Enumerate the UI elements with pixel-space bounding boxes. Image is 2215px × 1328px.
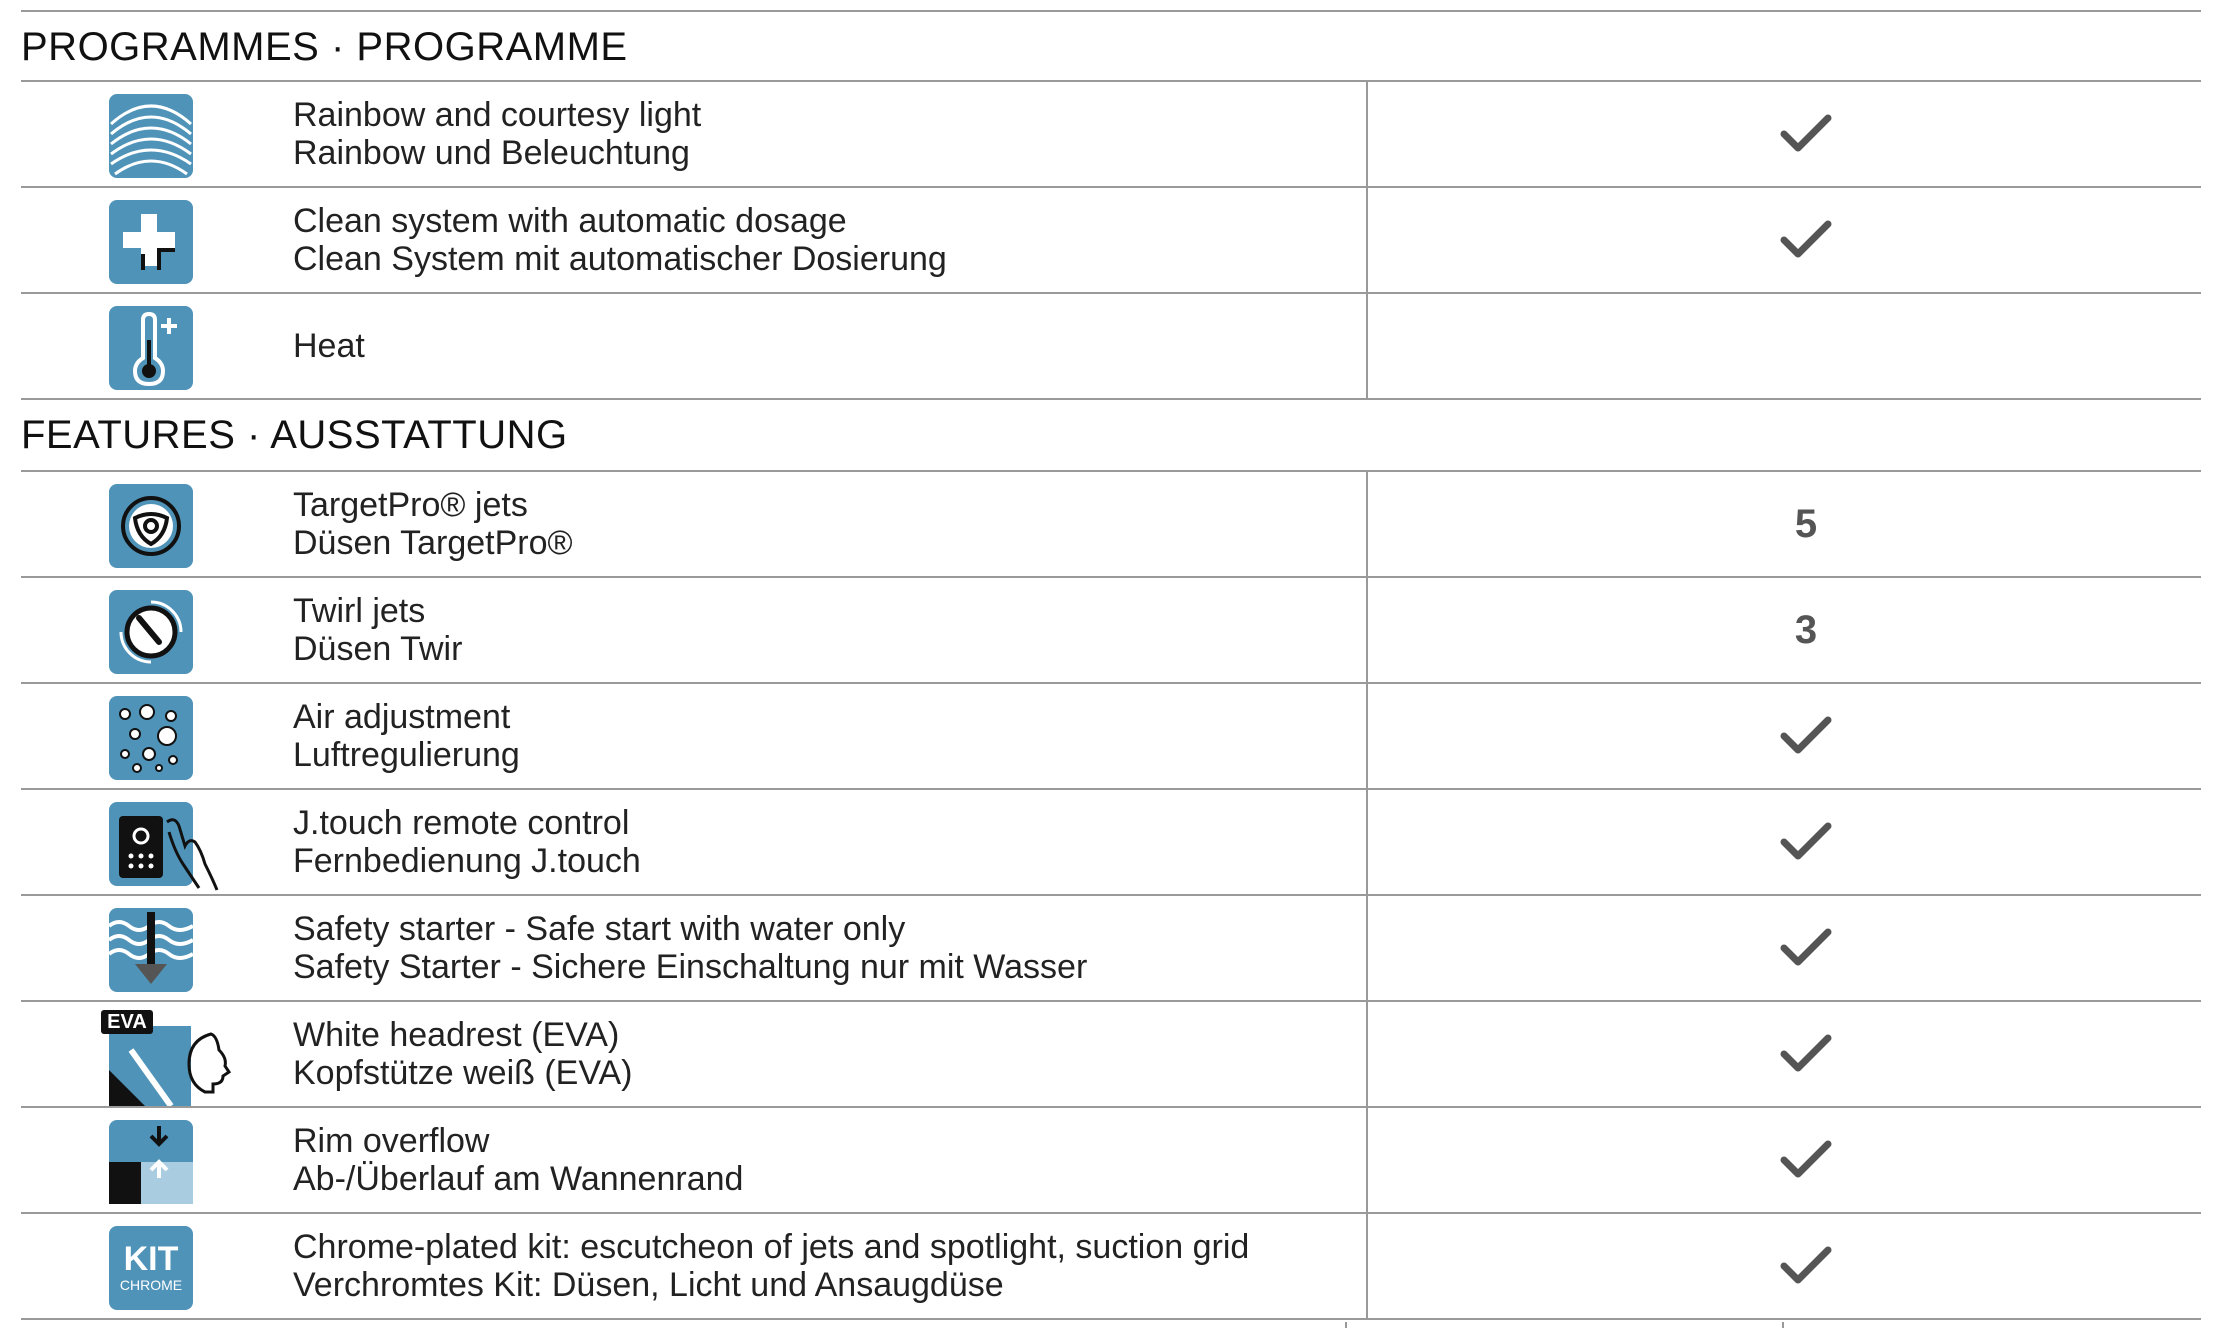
row-label-en: Rim overflow [293,1122,490,1160]
table-row [21,1000,2201,1106]
eva-badge: EVA [101,1010,153,1034]
column-divider [1366,188,1368,292]
column-divider [1366,294,1368,398]
row-label-de: Kopfstütze weiß (EVA) [293,1054,633,1092]
row-label-en: Chrome-plated kit: escutcheon of jets and spotlight, suction grid [293,1228,1250,1266]
check-icon [1780,928,1832,968]
table-row [21,576,2201,682]
row-label-de: Fernbedienung J.touch [293,842,641,880]
column-divider [1366,790,1368,894]
column-divider-tail [1345,1322,1347,1328]
row-label-de: Düsen Twir [293,630,463,668]
air-adjustment-icon [109,696,193,780]
column-divider [1366,1108,1368,1212]
row-label-en: Twirl jets [293,592,426,630]
column-divider [1366,578,1368,682]
column-divider [1366,896,1368,1000]
column-divider [1366,1214,1368,1318]
headrest-icon [101,1010,251,1106]
column-divider [1366,684,1368,788]
row-label-en: TargetPro® jets [293,486,528,524]
row-label-en: Clean system with automatic dosage [293,202,847,240]
row-label-de: Verchromtes Kit: Düsen, Licht und Ansaugdüse [293,1266,1004,1304]
twirl-jets-icon [109,590,193,674]
remote-control-icon [109,802,219,892]
table-row [21,1212,2201,1320]
row-value: 5 [1794,501,1818,546]
column-divider [1366,82,1368,186]
kit-badge: KIT [123,1240,179,1278]
safety-starter-icon [109,908,193,992]
check-icon [1780,220,1832,260]
check-icon [1780,1140,1832,1180]
table-row [21,80,2201,186]
row-label-en: White headrest (EVA) [293,1016,620,1054]
row-label-de: Rainbow und Beleuchtung [293,134,690,172]
row-label-en: Safety starter - Safe start with water only [293,910,906,948]
table-row [21,682,2201,788]
row-label-en: Heat [293,327,365,365]
check-icon [1780,822,1832,862]
section-title-programmes: PROGRAMMES · PROGRAMME [21,25,628,69]
table-row [21,292,2201,398]
heat-icon [109,306,193,390]
row-label-de: Düsen TargetPro® [293,524,573,562]
row-label-de: Safety Starter - Sichere Einschaltung nur mit Wasser [293,948,1088,986]
rainbow-icon [109,94,193,178]
table-row [21,1106,2201,1212]
check-icon [1780,114,1832,154]
table-row [21,788,2201,894]
row-label-en: J.touch remote control [293,804,630,842]
table-row [21,186,2201,292]
section-title-features: FEATURES · AUSSTATTUNG [21,398,2201,470]
row-label-de: Ab-/Überlauf am Wannenrand [293,1160,744,1198]
chrome-badge: CHROME [119,1277,183,1293]
row-value: 3 [1794,607,1818,652]
clean-system-icon [109,200,193,284]
check-icon [1780,1034,1832,1074]
targetpro-jets-icon [109,484,193,568]
check-icon [1780,1246,1832,1286]
row-label-de: Luftregulierung [293,736,520,774]
row-label-en: Air adjustment [293,698,511,736]
table-row [21,470,2201,576]
row-label-en: Rainbow and courtesy light [293,96,702,134]
chrome-kit-icon [109,1226,193,1310]
row-label-de: Clean System mit automatischer Dosierung [293,240,947,278]
table-row [21,894,2201,1000]
column-divider [1366,472,1368,576]
column-divider-tail [1782,1322,1784,1328]
rim-overflow-icon [109,1120,193,1204]
column-divider [1366,1002,1368,1106]
check-icon [1780,716,1832,756]
